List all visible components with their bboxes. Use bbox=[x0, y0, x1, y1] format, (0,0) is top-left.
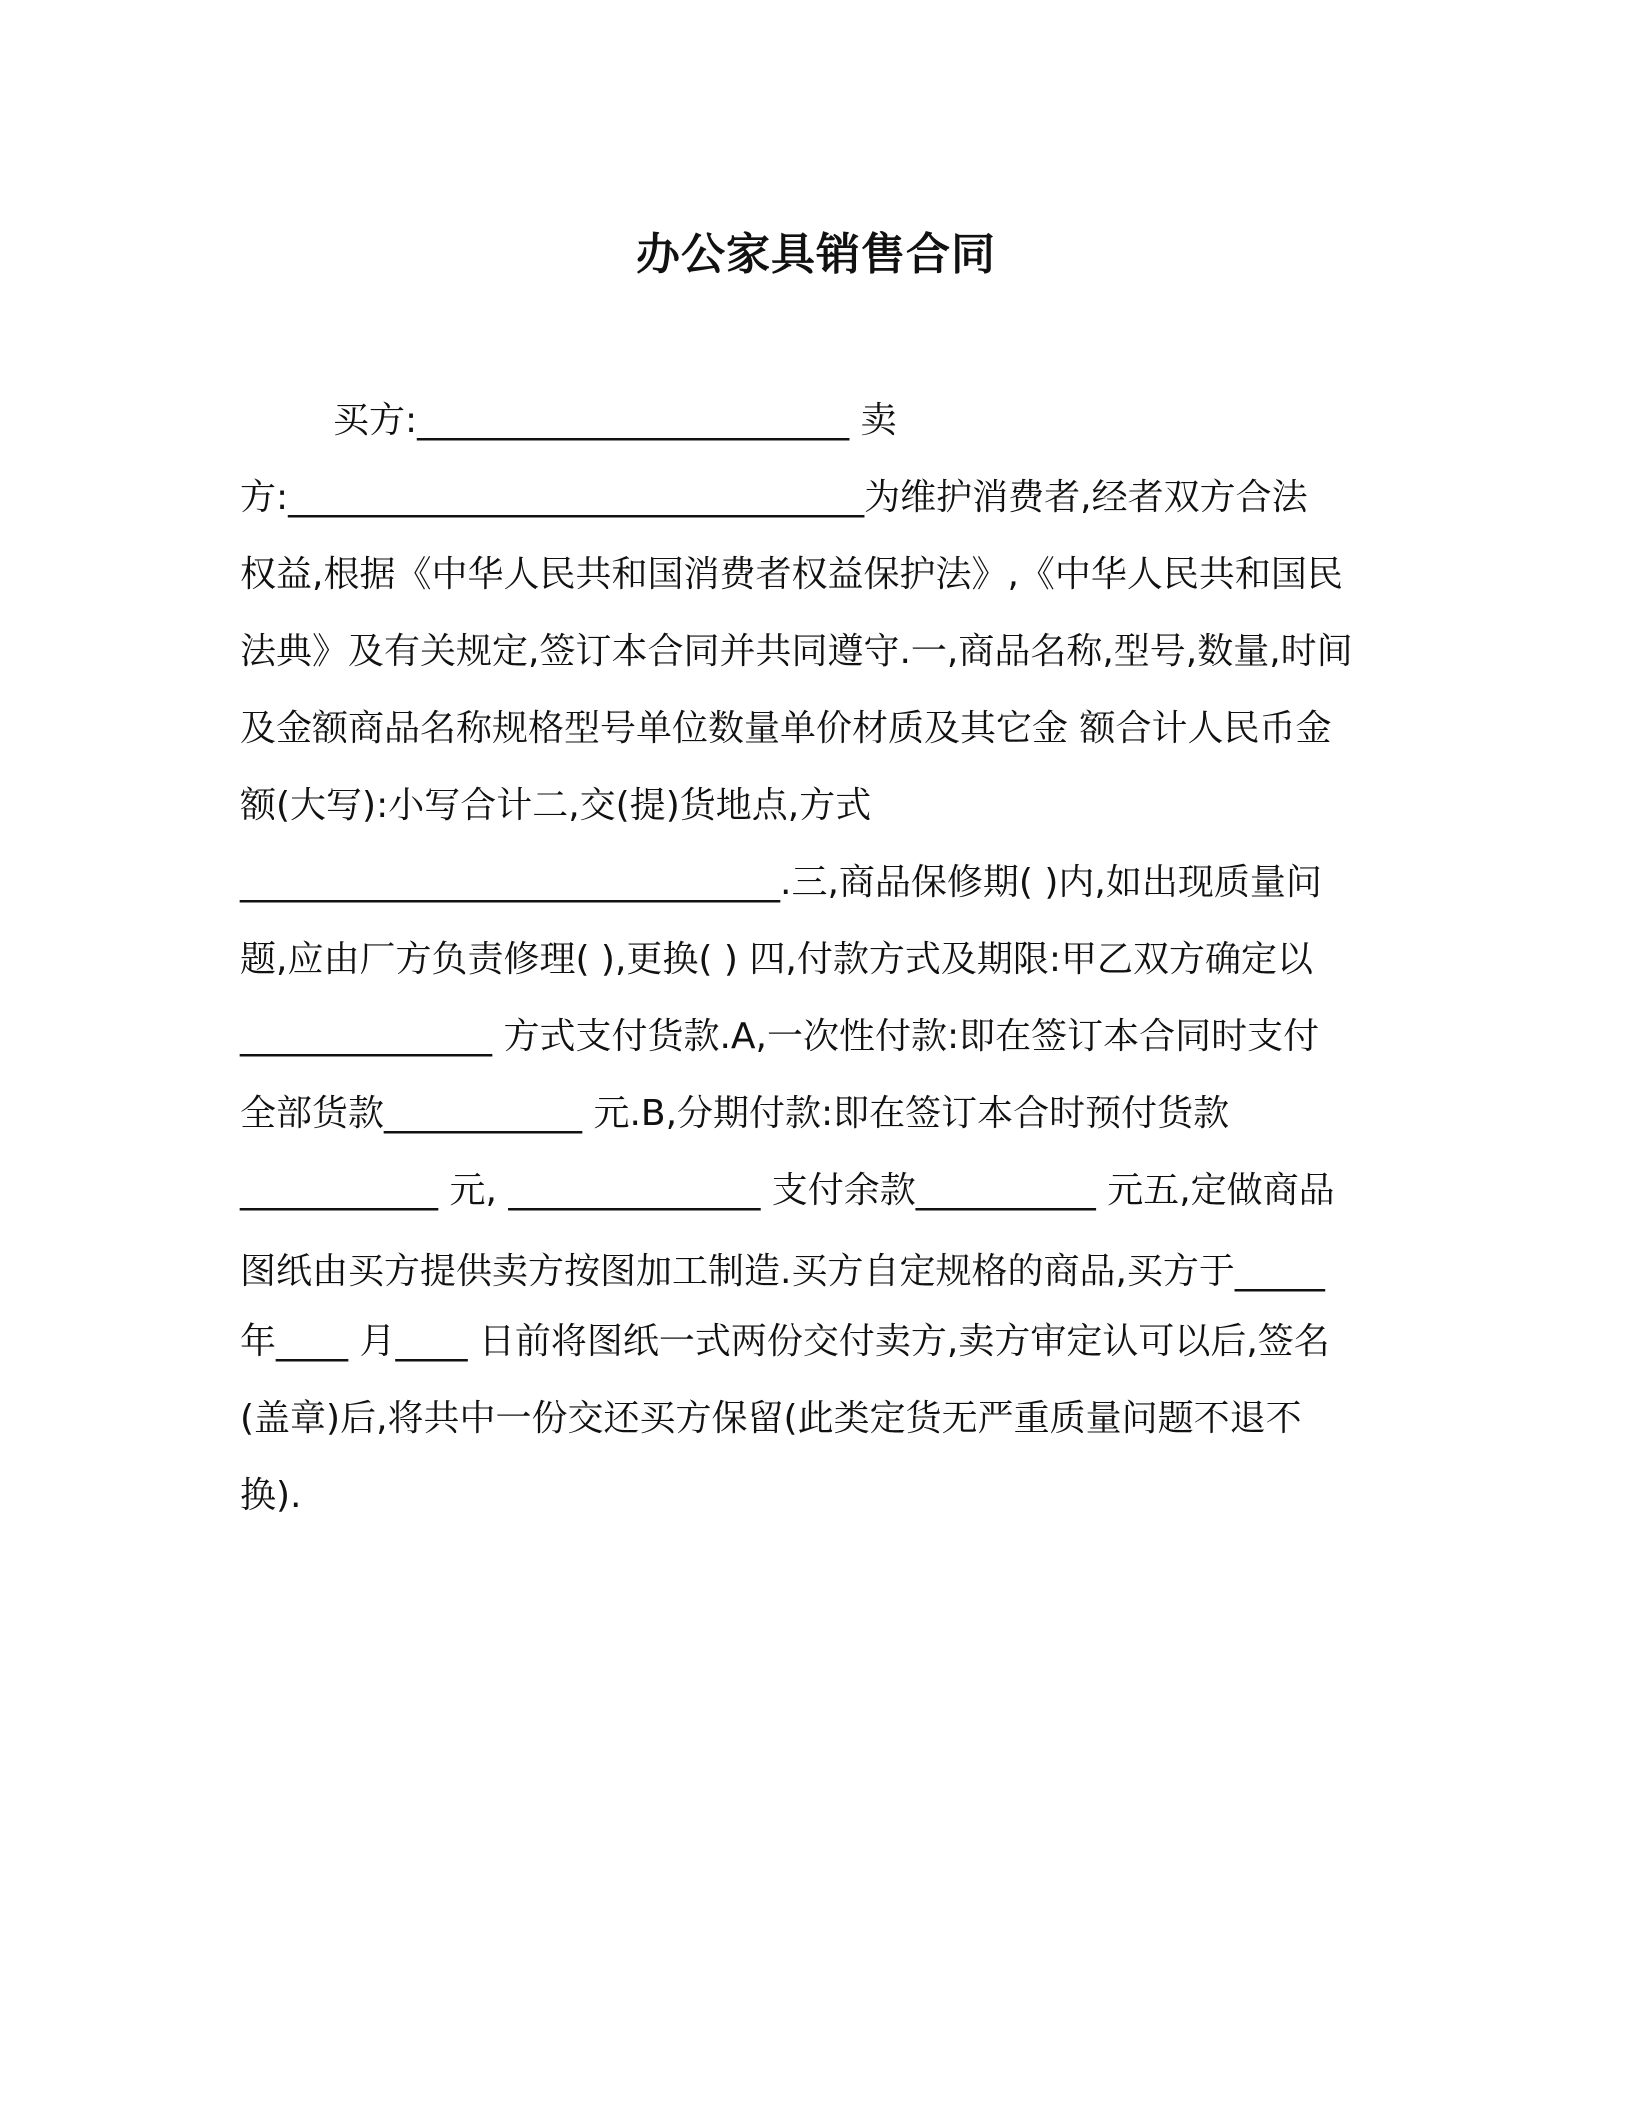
body-line-14: (盖章)后,将共中一份交还买方保留(此类定货无严重质量问题不退不 bbox=[240, 1398, 1302, 1439]
document-title: 办公家具销售合同 bbox=[636, 229, 996, 280]
body-line-15: 换). bbox=[240, 1475, 302, 1516]
body-line-6: 额(大写):小写合计二,交(提)货地点,方式 bbox=[240, 785, 872, 826]
body-line-2: 方:________________________________为维护消费者,经者双方合法 bbox=[240, 477, 1308, 518]
body-line-10: 全部货款___________ 元.B,分期付款:即在签订本合时预付货款 bbox=[240, 1093, 1230, 1134]
body-line-9: ______________ 方式支付货款.A,一次性付款:即在签订本合同时支付 bbox=[240, 1016, 1320, 1057]
body-line-8: 题,应由厂方负责修理( ),更换( ) 四,付款方式及期限:甲乙双方确定以 bbox=[240, 939, 1313, 980]
body-line-1: 买方:________________________ 卖 bbox=[333, 400, 897, 441]
body-line-13: 年____ 月____ 日前将图纸一式两份交付卖方,卖方审定认可以后,签名 bbox=[240, 1321, 1330, 1362]
body-line-3: 权益,根据《中华人民共和国消费者权益保护法》,《中华人民共和国民 bbox=[240, 554, 1343, 595]
body-line-11: ___________ 元, ______________ 支付余款__________ 元五,定做商品 bbox=[240, 1170, 1335, 1211]
body-line-12: 图纸由买方提供卖方按图加工制造.买方自定规格的商品,买方于_____ bbox=[240, 1251, 1325, 1292]
body-line-7: ______________________________.三,商品保修期( )内,如出现质量问 bbox=[240, 862, 1322, 903]
body-line-4: 法典》及有关规定,签订本合同并共同遵守.一,商品名称,型号,数量,时间 bbox=[240, 631, 1353, 672]
body-line-5: 及金额商品名称规格型号单位数量单价材质及其它金 额合计人民币金 bbox=[240, 708, 1332, 749]
